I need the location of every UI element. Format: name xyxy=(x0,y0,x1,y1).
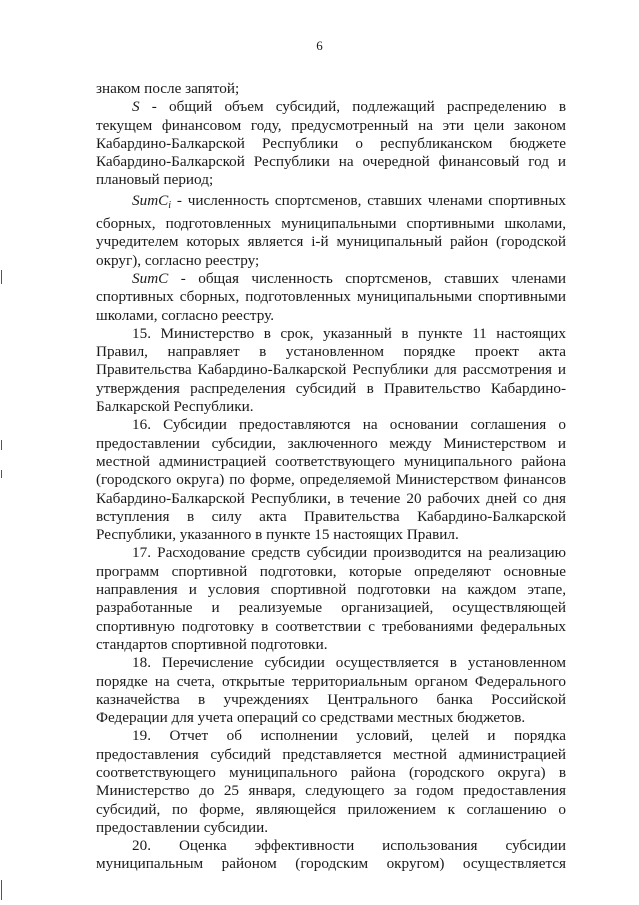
formula-variable: SumC xyxy=(132,269,169,287)
scan-edge-mark xyxy=(1,470,2,478)
document-body xyxy=(96,80,566,874)
paragraph-15: 15. Министерство в срок, указанный в пункте 11 настоящих Правил, направляет в установленном порядке проект акта Правительства Кабардино-Балкарской Республики для рассмотрения и утверждения распределения субсидий в Правительство Кабардино-Балкарской Республики. xyxy=(96,324,566,416)
scan-edge-mark xyxy=(1,880,2,900)
paragraph-16: 16. Субсидии предоставляются на основании соглашения о предоставлении субсидии, заключенного между Министерством и местной администрацией соответствующего муниципального района (городского округа) по форме, определяемой Министерством финансов Кабардино-Балкарской Республики, в течение 20 рабочих дней со дня вступления в силу акта Правительства Кабардино-Балкарской Республики, указанного в пункте 15 настоящих Правил. xyxy=(96,416,566,544)
scan-edge-mark xyxy=(1,270,2,284)
paragraph-formula-sumc xyxy=(96,270,566,325)
paragraph-19: 19. Отчет об исполнении условий, целей и порядка предоставления субсидий представляется местной администрацией соответствующего муниципального района (городского округа) в Министерство до 25 января, следующего за годом предоставления субсидий, по форме, являющейся приложением к соглашению о предоставлении субсидии. xyxy=(96,727,566,836)
paragraph-formula-s xyxy=(96,98,566,189)
formula-variable: S xyxy=(132,98,140,116)
formula-subscript: i xyxy=(168,199,172,211)
paragraph-text: - общая численность спортсменов, ставших членами спортивных сборных, подготовленных муниципальными спортивными школами, согласно реестру. xyxy=(96,269,566,324)
paragraph-18: 18. Перечисление субсидии осуществляется в установленном порядке на счета, открытые территориальным органом Федерального казначейства в учреждениях Центрального банка Российской Федерации для учета операций со средствами местных бюджетов. xyxy=(96,654,566,727)
paragraph: знаком после запятой; xyxy=(96,80,240,97)
paragraph-text: - общий объем субсидий, подлежащий распределению в текущем финансовом году, предусмотренный на эти цели законом Кабардино-Балкарской Республики о республиканском бюджете Кабардино-Балкарской Республики на очередной финансовый год и плановый период; xyxy=(96,98,566,189)
paragraph-formula-sumci xyxy=(96,192,566,270)
paragraph-17: 17. Расходование средств субсидии производится на реализацию программ спортивной подготовки, которые определяют основные направления и условия спортивной подготовки на каждом этапе, разработанные и реализуемые организацией, осуществляющей спортивную подготовку в соответствии с требованиями федеральных стандартов спортивной подготовки. xyxy=(96,544,566,653)
paragraph-20: 20. Оценка эффективности использования субсидии муниципальным районом (городским округом) осуществляется xyxy=(96,837,566,873)
page-number: 6 xyxy=(316,38,323,53)
paragraph-text: - численность спортсменов, ставших членами спортивных сборных, подготовленных муниципальными спортивными школами, учредителем которых является i-й муниципальный район (городской округ), согласно реестру; xyxy=(96,191,566,269)
scan-edge-mark xyxy=(1,440,2,450)
formula-variable: SumC$_i$ xyxy=(132,191,172,211)
